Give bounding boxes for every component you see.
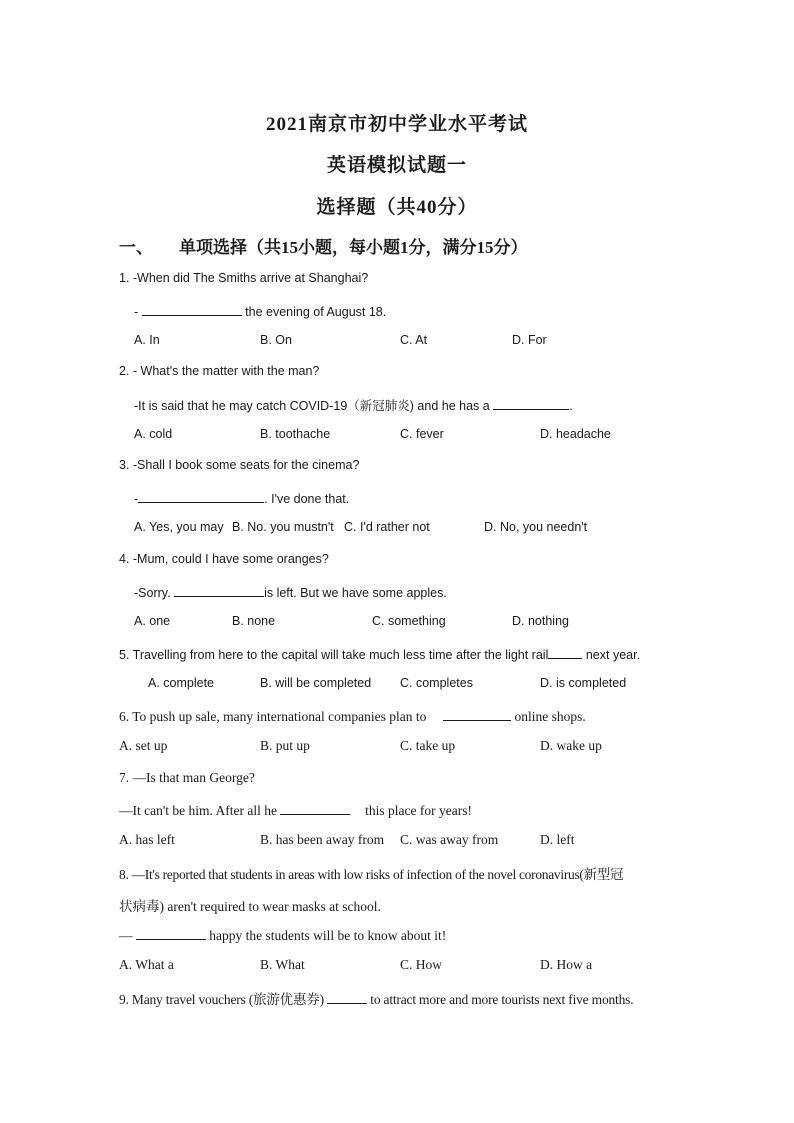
- q1-option-a[interactable]: A. In: [134, 333, 160, 347]
- q3-answer-line: - . I've done that.: [134, 489, 349, 506]
- section-title: 单项选择（共15小题，每小题1分，满分15分）: [179, 238, 528, 257]
- q1-option-c[interactable]: C. At: [400, 333, 428, 347]
- q9-blank: [327, 990, 367, 1004]
- exam-subtitle: 英语模拟试题一: [326, 155, 467, 176]
- q7-option-a[interactable]: A. has left: [119, 832, 175, 847]
- q2-option-b[interactable]: B. toothache: [260, 427, 331, 441]
- q3-blank: [138, 489, 264, 503]
- section-number: 一、: [119, 238, 153, 257]
- q6-blank: [443, 707, 511, 721]
- q4-option-a[interactable]: A. one: [134, 614, 171, 628]
- q8-blank: [136, 926, 206, 940]
- q1-blank: [142, 302, 242, 316]
- q3-option-a[interactable]: A. Yes, you may: [134, 520, 224, 534]
- q1-answer-line: - the evening of August 18.: [134, 302, 386, 319]
- q3-option-c[interactable]: C. I'd rather not: [344, 520, 430, 534]
- q7-answer-line: —It can't be him. After all he this place for years!: [119, 803, 472, 818]
- q5-option-c[interactable]: C. completes: [400, 676, 473, 690]
- q4-option-b[interactable]: B. none: [232, 614, 276, 628]
- q8-option-d[interactable]: D. How a: [540, 957, 593, 972]
- q2-option-c[interactable]: C. fever: [400, 427, 444, 441]
- q1-option-b[interactable]: B. On: [260, 333, 292, 347]
- q2-option-d[interactable]: D. headache: [540, 427, 611, 441]
- q3-option-b[interactable]: B. No. you mustn't: [232, 520, 334, 534]
- q5-option-d[interactable]: D. is completed: [540, 676, 627, 690]
- q9-stem: 9. Many travel vouchers (旅游优惠券) to attract more and more tourists next five months.: [119, 992, 634, 1007]
- q5-option-b[interactable]: B. will be completed: [260, 676, 372, 690]
- q4-option-c[interactable]: C. something: [372, 614, 446, 628]
- q6-option-c[interactable]: C. take up: [400, 738, 456, 753]
- q5-option-a[interactable]: A. complete: [148, 676, 215, 690]
- q5-stem: 5. Travelling from here to the capital will take much less time after the light rail next year.: [119, 645, 640, 662]
- q2-stem: 2. - What's the matter with the man?: [119, 364, 320, 378]
- q6-option-d[interactable]: D. wake up: [540, 738, 602, 753]
- q8-answer-line: — happy the students will be to know about it!: [119, 928, 447, 943]
- q5-blank: [548, 645, 582, 659]
- q4-answer-line: -Sorry. is left. But we have some apples.: [134, 583, 447, 600]
- q4-stem: 4. -Mum, could I have some oranges?: [119, 552, 329, 566]
- part-heading: 选择题（共40分）: [316, 197, 478, 218]
- q2-option-a[interactable]: A. cold: [134, 427, 173, 441]
- q4-blank: [174, 583, 264, 597]
- q6-option-b[interactable]: B. put up: [260, 738, 310, 753]
- section-heading: [119, 233, 528, 258]
- q6-option-a[interactable]: A. set up: [119, 738, 168, 753]
- q8-option-b[interactable]: B. What: [260, 957, 305, 972]
- q3-option-d[interactable]: D. No, you needn't: [484, 520, 588, 534]
- q2-blank: [493, 396, 569, 410]
- q2-answer-line: -It is said that he may catch COVID-19（新冠肺炎) and he has a .: [134, 396, 573, 414]
- q8-stem-line2: 状病毒) aren't required to wear masks at school.: [119, 899, 381, 914]
- q1-option-d[interactable]: D. For: [512, 333, 547, 347]
- q8-option-a[interactable]: A. What a: [119, 957, 174, 972]
- q8-option-c[interactable]: C. How: [400, 957, 443, 972]
- q7-stem: 7. —Is that man George?: [119, 770, 255, 785]
- q1-stem: 1. -When did The Smiths arrive at Shanghai?: [119, 271, 369, 285]
- q4-option-d[interactable]: D. nothing: [512, 614, 569, 628]
- exam-title: 2021南京市初中学业水平考试: [265, 114, 528, 135]
- q7-blank: [280, 801, 350, 815]
- q7-option-c[interactable]: C. was away from: [400, 832, 499, 847]
- q6-stem: 6. To push up sale, many international companies plan to online shops.: [119, 709, 586, 724]
- q8-stem-line1: 8. —It's reported that students in areas with low risks of infection of the novel coronavirus(新型冠: [119, 867, 624, 882]
- q7-option-b[interactable]: B. has been away from: [260, 832, 385, 847]
- q7-option-d[interactable]: D. left: [540, 832, 575, 847]
- q3-stem: 3. -Shall I book some seats for the cinema?: [119, 458, 360, 472]
